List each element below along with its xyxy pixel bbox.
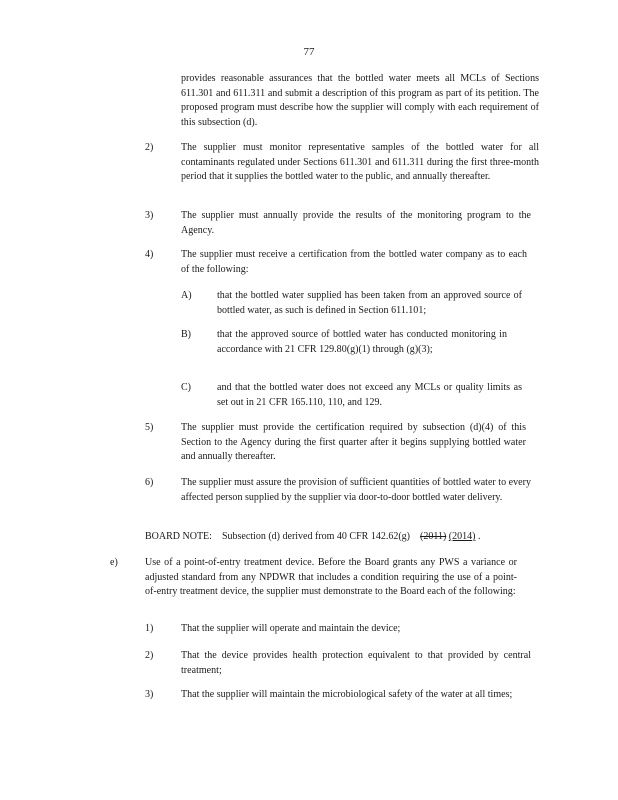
item-label: 2) — [145, 142, 154, 153]
board-note-struck-year: (2011) — [420, 531, 447, 542]
board-note-inserted-year: (2014) — [448, 531, 476, 542]
item-text: The supplier must monitor representative samples of the bottled water for all contaminants regulated under Sections 611.301 and 611.311 during the first three-month period that it supplies the bottled water to the public, and annually thereafter. — [181, 142, 539, 182]
item-text: That the device provides health protection equivalent to that provided by central treatment; — [181, 650, 531, 676]
section-text: Use of a point-of-entry treatment device. Before the Board grants any PWS a variance or adjusted standard from any NPDWR that includes a condition requiring the use of a point-of-entry treatment device, the supplier must demonstrate to the Board each of the following: — [145, 557, 517, 597]
item-text: The supplier must provide the certification required by subsection (d)(4) of this Section to the Agency during the first quarter after it begins supplying bottled water and annually thereafter. — [181, 422, 526, 462]
item-text: The supplier must annually provide the results of the monitoring program to the Agency. — [181, 210, 531, 236]
board-note — [145, 530, 535, 545]
subitem-text: that the bottled water supplied has been taken from an approved source of bottled water, as such is defined in Section 611.101; — [217, 290, 522, 316]
subitem-text: that the approved source of bottled water has conducted monitoring in accordance with 21 CFR 129.80(g)(1) through (g)(3); — [217, 329, 507, 355]
item-label: 2) — [145, 650, 154, 661]
subitem-label: A) — [181, 290, 192, 301]
section-label: e) — [110, 557, 118, 568]
item-label: 6) — [145, 477, 154, 488]
board-note-text: Subsection (d) derived from 40 CFR 142.62(g) — [221, 531, 410, 542]
item-label: 3) — [145, 689, 154, 700]
item-text: That the supplier will maintain the microbiological safety of the water at all times; — [181, 689, 513, 700]
item-text: That the supplier will operate and maintain the device; — [181, 623, 401, 634]
item-label: 3) — [145, 210, 154, 221]
item-text: The supplier must assure the provision of sufficient quantities of bottled water to every affected person supplied by the supplier via door-to-door bottled water delivery. — [181, 477, 531, 503]
intro-paragraph: provides reasonable assurances that the bottled water meets all MCLs of Sections 611.301 and 611.311 and submit a description of this program as part of its petition. The proposed program must describe how the supplier will comply with each requirement of this subsection (d). — [181, 73, 539, 128]
subitem-text: and that the bottled water does not exceed any MCLs or quality limits as set out in 21 CFR 165.110, 110, and 129. — [217, 382, 522, 408]
item-label: 5) — [145, 422, 154, 433]
page-number: 77 — [303, 46, 315, 58]
item-text: The supplier must receive a certification from the bottled water company as to each of the following: — [181, 249, 527, 275]
item-label: 4) — [145, 249, 154, 260]
subitem-label: B) — [181, 329, 191, 340]
board-note-prefix: BOARD NOTE: — [145, 531, 212, 542]
subitem-label: C) — [181, 382, 191, 393]
board-note-suffix: . — [477, 531, 481, 542]
item-label: 1) — [145, 623, 154, 634]
